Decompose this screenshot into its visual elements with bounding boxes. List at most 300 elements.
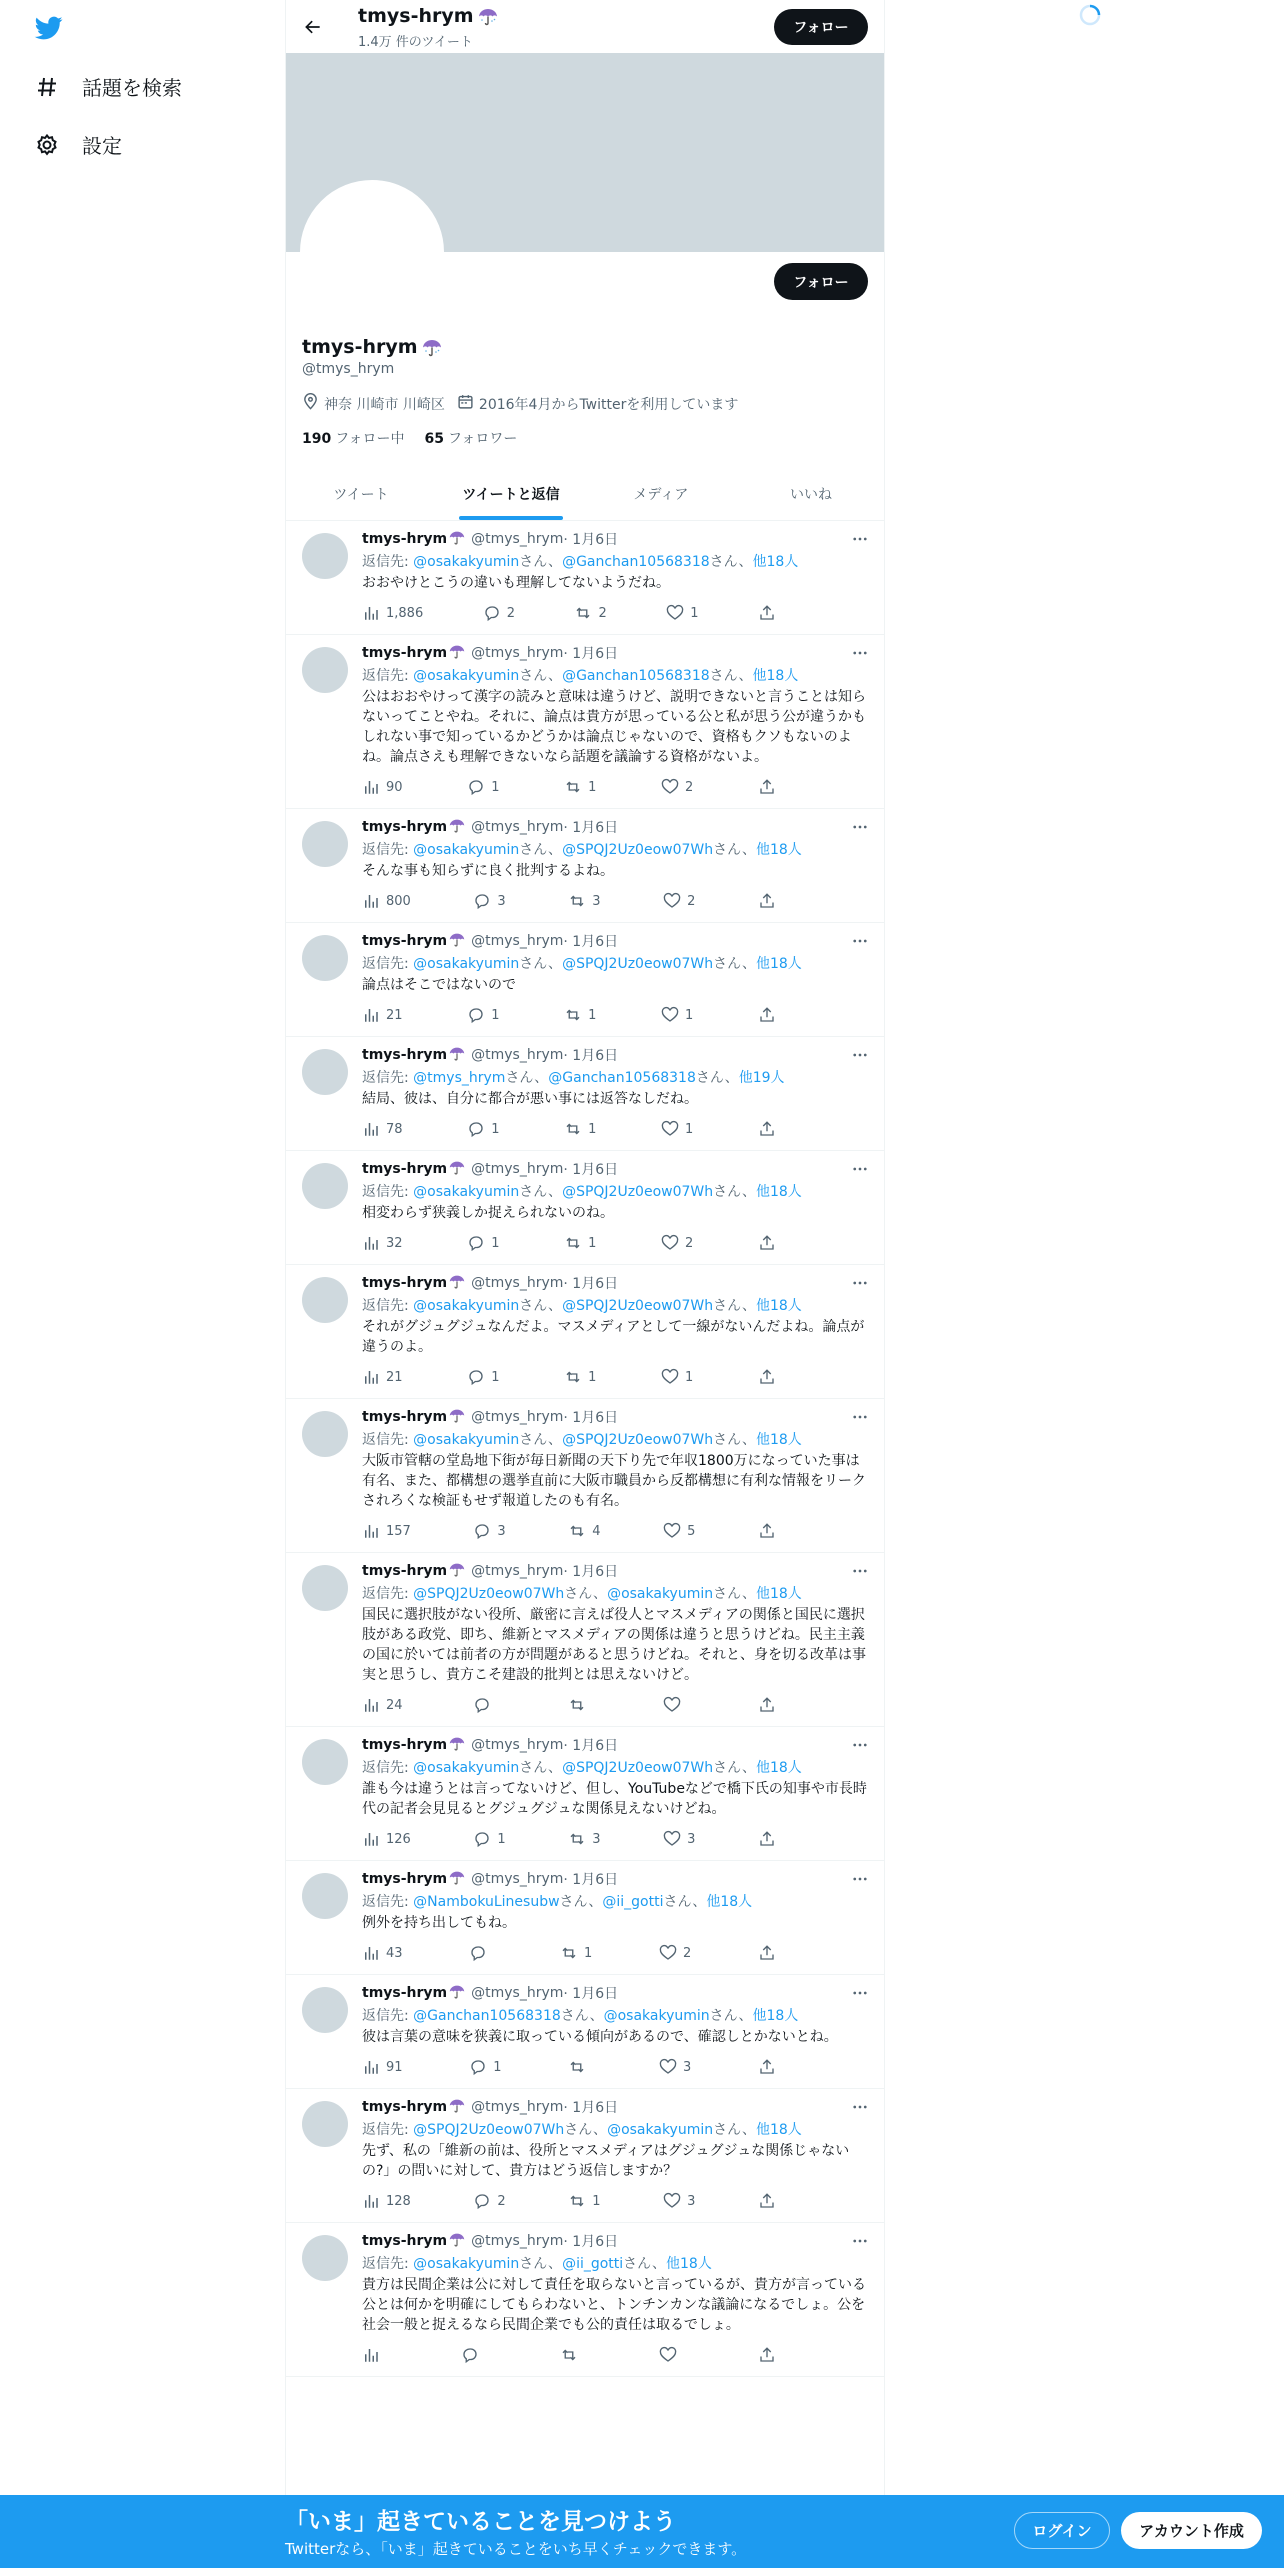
retweet-button[interactable]: 1 bbox=[568, 2192, 600, 2210]
tweet-actions bbox=[362, 2346, 782, 2364]
reply-icon bbox=[467, 1234, 485, 1252]
umbrella-emoji-icon bbox=[449, 1274, 467, 1292]
more-options-icon[interactable] bbox=[850, 529, 870, 549]
heart-icon bbox=[663, 892, 681, 910]
others-link[interactable]: 他18人 bbox=[755, 1298, 802, 1314]
reply-button[interactable] bbox=[461, 2346, 485, 2364]
tweet-author-handle[interactable]: @tmys_hrym bbox=[471, 1737, 564, 1753]
share-icon bbox=[758, 1368, 776, 1386]
share-button[interactable] bbox=[758, 2192, 782, 2210]
tweet-reply-to: 返信先: @osakakyuminさん、@SPQJ2Uz0eow07Whさん、他18人 bbox=[362, 1760, 802, 1776]
heart-icon bbox=[663, 1522, 681, 1540]
retweet-button[interactable]: 1 bbox=[560, 1944, 592, 1962]
tweet-actions bbox=[362, 1368, 782, 1386]
profile-stats bbox=[302, 428, 517, 448]
more-options-icon[interactable] bbox=[850, 1561, 870, 1581]
mention-link[interactable]: @osakakyumin bbox=[413, 1184, 520, 1200]
mention-link[interactable]: @Ganchan10568318 bbox=[562, 554, 710, 570]
tweet-date[interactable]: · 1月6日 bbox=[563, 646, 619, 662]
like-button[interactable]: 3 bbox=[663, 1830, 695, 1848]
like-button[interactable]: 1 bbox=[661, 1006, 693, 1024]
others-link[interactable]: 他18人 bbox=[755, 956, 802, 972]
mention-link[interactable]: @SPQJ2Uz0eow07Wh bbox=[562, 1298, 714, 1314]
tweet-header bbox=[362, 817, 870, 837]
others-link[interactable]: 他18人 bbox=[755, 1586, 802, 1602]
tweet[interactable] bbox=[286, 1861, 885, 1975]
tweet-actions bbox=[362, 2192, 782, 2210]
others-link[interactable]: 他18人 bbox=[755, 842, 802, 858]
reply-button[interactable]: 1 bbox=[473, 1830, 505, 1848]
tweet-date[interactable]: · 1月6日 bbox=[563, 1410, 619, 1426]
like-button[interactable]: 1 bbox=[666, 604, 698, 622]
others-link[interactable]: 他18人 bbox=[666, 2256, 712, 2272]
reply-icon bbox=[467, 1006, 485, 1024]
views-icon bbox=[362, 778, 380, 796]
umbrella-emoji-icon bbox=[449, 2232, 467, 2250]
reply-icon bbox=[473, 2192, 491, 2210]
retweet-icon bbox=[568, 892, 586, 910]
views-button[interactable]: 800 bbox=[362, 892, 411, 910]
retweet-button[interactable]: 2 bbox=[574, 604, 606, 622]
umbrella-emoji-icon bbox=[449, 1870, 467, 1888]
mention-link[interactable]: @Ganchan10568318 bbox=[413, 2008, 561, 2024]
reply-button[interactable]: 3 bbox=[473, 1522, 505, 1540]
tweet-author-handle[interactable]: @tmys_hrym bbox=[471, 933, 564, 949]
tweet-avatar[interactable] bbox=[302, 1411, 348, 1457]
tweet[interactable] bbox=[286, 923, 885, 1037]
others-link[interactable]: 他18人 bbox=[752, 668, 799, 684]
reply-button[interactable]: 1 bbox=[467, 1368, 499, 1386]
tweet-actions bbox=[362, 1830, 782, 1848]
tweet-date[interactable]: · 1月6日 bbox=[563, 1162, 619, 1178]
tweet-header bbox=[362, 1983, 870, 2003]
profile-tabs bbox=[286, 468, 885, 521]
tweet-actions bbox=[362, 2058, 782, 2076]
views-button[interactable]: 32 bbox=[362, 1234, 403, 1252]
tweet-avatar[interactable] bbox=[302, 647, 348, 693]
mention-link[interactable]: @osakakyumin bbox=[413, 1760, 520, 1776]
tweet-date[interactable]: · 1月6日 bbox=[563, 2234, 619, 2250]
twitter-logo-icon[interactable] bbox=[32, 14, 66, 42]
tweet-avatar[interactable] bbox=[302, 1873, 348, 1919]
share-button[interactable] bbox=[758, 1944, 782, 1962]
tweet-avatar[interactable] bbox=[302, 821, 348, 867]
more-options-icon[interactable] bbox=[850, 1045, 870, 1065]
tweet-actions bbox=[362, 1696, 782, 1714]
tweet-date[interactable]: · 1月6日 bbox=[563, 1276, 619, 1292]
login-button[interactable]: ログイン bbox=[1014, 2512, 1110, 2549]
tweet-author-handle[interactable]: @tmys_hrym bbox=[471, 1047, 564, 1063]
tweet-author-handle[interactable]: @tmys_hrym bbox=[471, 2099, 564, 2115]
tweet-text: 結局、彼は、自分に都合が悪い事には返答なしだね。 bbox=[362, 1091, 698, 1107]
tweet-actions bbox=[362, 892, 782, 910]
back-arrow-icon[interactable] bbox=[300, 14, 326, 40]
share-button[interactable] bbox=[758, 1522, 782, 1540]
views-button[interactable]: 43 bbox=[362, 1944, 403, 1962]
mention-link[interactable]: @Ganchan10568318 bbox=[548, 1070, 696, 1086]
tweet-reply-to: 返信先: @osakakyuminさん、@SPQJ2Uz0eow07Whさん、他18人 bbox=[362, 1298, 802, 1314]
tweet-avatar[interactable] bbox=[302, 1987, 348, 2033]
tweet[interactable] bbox=[286, 1975, 885, 2089]
share-button[interactable] bbox=[758, 2058, 782, 2076]
retweet-icon bbox=[568, 2192, 586, 2210]
mention-link[interactable]: @osakakyumin bbox=[413, 956, 520, 972]
profile-name: tmys-hrym bbox=[302, 336, 440, 358]
share-button[interactable] bbox=[758, 892, 782, 910]
like-button[interactable] bbox=[663, 1696, 687, 1714]
like-button[interactable]: 5 bbox=[663, 1522, 695, 1540]
tweet-header bbox=[362, 1273, 870, 1293]
share-button[interactable] bbox=[758, 1120, 782, 1138]
tweet-actions bbox=[362, 1006, 782, 1024]
more-options-icon[interactable] bbox=[850, 931, 870, 951]
tab-tweets-and-replies[interactable]: ツイートと返信 bbox=[436, 468, 586, 520]
views-button[interactable]: 24 bbox=[362, 1696, 403, 1714]
like-button[interactable]: 2 bbox=[663, 892, 695, 910]
tweet-author-name[interactable]: tmys-hrym bbox=[362, 1408, 467, 1426]
share-icon bbox=[758, 604, 776, 622]
reply-button[interactable]: 2 bbox=[483, 604, 515, 622]
mention-link[interactable]: @NambokuLinesubw bbox=[413, 1894, 560, 1910]
tweet-author-name[interactable]: tmys-hrym bbox=[362, 1274, 467, 1292]
others-link[interactable]: 他18人 bbox=[752, 2008, 799, 2024]
more-options-icon[interactable] bbox=[850, 1159, 870, 1179]
reply-button[interactable]: 1 bbox=[469, 2058, 501, 2076]
mention-link[interactable]: @osakakyumin bbox=[603, 2008, 710, 2024]
share-button[interactable] bbox=[758, 1830, 782, 1848]
tweet-author-handle[interactable]: @tmys_hrym bbox=[471, 1161, 564, 1177]
views-button[interactable]: 1,886 bbox=[362, 604, 423, 622]
tweet-author-name[interactable]: tmys-hrym bbox=[362, 1160, 467, 1178]
tweet-header bbox=[362, 2231, 870, 2251]
more-options-icon[interactable] bbox=[850, 2097, 870, 2117]
tweet-text: 相変わらず狭義しか捉えられないのね。 bbox=[362, 1205, 614, 1221]
tweet-date[interactable]: · 1月6日 bbox=[563, 1986, 619, 2002]
tweet-avatar[interactable] bbox=[302, 2101, 348, 2147]
retweet-button[interactable]: 1 bbox=[564, 1006, 596, 1024]
tweet-avatar[interactable] bbox=[302, 533, 348, 579]
tweet-date[interactable]: · 1月6日 bbox=[563, 1048, 619, 1064]
reply-icon bbox=[467, 1120, 485, 1138]
views-button[interactable]: 90 bbox=[362, 778, 403, 796]
reply-button[interactable]: 1 bbox=[467, 1234, 499, 1252]
mention-link[interactable]: @osakakyumin bbox=[607, 2122, 714, 2138]
tweet[interactable] bbox=[286, 1037, 885, 1151]
share-button[interactable] bbox=[758, 1234, 782, 1252]
tweet-reply-to: 返信先: @osakakyuminさん、@Ganchan10568318さん、他18人 bbox=[362, 554, 799, 570]
loading-spinner-icon bbox=[1078, 3, 1102, 27]
tweet-header bbox=[362, 2097, 870, 2117]
tweet[interactable] bbox=[286, 1151, 885, 1265]
tweet[interactable] bbox=[286, 1399, 885, 1553]
others-link[interactable]: 他18人 bbox=[755, 1432, 802, 1448]
mention-link[interactable]: @osakakyumin bbox=[607, 1586, 714, 1602]
tweet-date[interactable]: · 1月6日 bbox=[563, 1738, 619, 1754]
reply-button[interactable] bbox=[469, 1944, 493, 1962]
tweet-date[interactable]: · 1月6日 bbox=[563, 934, 619, 950]
retweet-button[interactable]: 3 bbox=[568, 892, 600, 910]
followers-link[interactable]: 65 フォロワー bbox=[424, 431, 518, 447]
tweet-timeline bbox=[286, 521, 885, 2377]
reply-button[interactable]: 1 bbox=[467, 778, 499, 796]
others-link[interactable]: 他18人 bbox=[755, 1184, 802, 1200]
tweet-date[interactable]: · 1月6日 bbox=[563, 1872, 619, 1888]
tweet-author-name[interactable]: tmys-hrym bbox=[362, 932, 467, 950]
reply-icon bbox=[461, 2346, 479, 2364]
retweet-button[interactable]: 1 bbox=[564, 1368, 596, 1386]
profile-follow-button[interactable]: フォロー bbox=[774, 263, 868, 300]
heart-icon bbox=[663, 2192, 681, 2210]
reply-icon bbox=[473, 892, 491, 910]
share-button[interactable] bbox=[758, 1006, 782, 1024]
reply-button[interactable]: 3 bbox=[473, 892, 505, 910]
views-button[interactable]: 21 bbox=[362, 1368, 403, 1386]
tweet[interactable] bbox=[286, 521, 885, 635]
profile-avatar[interactable] bbox=[300, 180, 444, 324]
tweet-header bbox=[362, 643, 870, 663]
share-icon bbox=[758, 2346, 776, 2364]
tweet-date[interactable]: · 1月6日 bbox=[563, 1564, 619, 1580]
tweet-author-name[interactable]: tmys-hrym bbox=[362, 2098, 467, 2116]
mention-link[interactable]: @SPQJ2Uz0eow07Wh bbox=[562, 956, 714, 972]
mention-link[interactable]: @osakakyumin bbox=[413, 842, 520, 858]
umbrella-emoji-icon bbox=[478, 7, 496, 25]
mention-link[interactable]: @osakakyumin bbox=[413, 554, 520, 570]
more-options-icon[interactable] bbox=[850, 1983, 870, 2003]
mention-link[interactable]: @tmys_hrym bbox=[413, 1070, 506, 1086]
views-icon bbox=[362, 1234, 380, 1252]
others-link[interactable]: 他19人 bbox=[738, 1070, 785, 1086]
tweet-actions bbox=[362, 1522, 782, 1540]
header-tweet-count: 1.4万 件のツイート bbox=[358, 35, 473, 50]
mention-link[interactable]: @osakakyumin bbox=[413, 1298, 520, 1314]
retweet-button[interactable]: 1 bbox=[564, 1120, 596, 1138]
mention-link[interactable]: @SPQJ2Uz0eow07Wh bbox=[562, 842, 714, 858]
nav-item-settings[interactable] bbox=[34, 130, 122, 159]
tweet-author-name[interactable]: tmys-hrym bbox=[362, 1736, 467, 1754]
retweet-icon bbox=[568, 2058, 586, 2076]
tweet-author-name[interactable]: tmys-hrym bbox=[362, 1870, 467, 1888]
tweet-header bbox=[362, 931, 870, 951]
retweet-button[interactable]: 3 bbox=[568, 1830, 600, 1848]
umbrella-emoji-icon bbox=[449, 1408, 467, 1426]
reply-button[interactable]: 2 bbox=[473, 2192, 505, 2210]
share-icon bbox=[758, 1120, 776, 1138]
reply-button[interactable]: 1 bbox=[467, 1120, 499, 1138]
others-link[interactable]: 他18人 bbox=[706, 1894, 753, 1910]
like-button[interactable]: 3 bbox=[663, 2192, 695, 2210]
tweet-author-name[interactable]: tmys-hrym bbox=[362, 2232, 467, 2250]
retweet-icon bbox=[568, 1830, 586, 1848]
heart-icon bbox=[661, 1368, 679, 1386]
tweet-header bbox=[362, 1407, 870, 1427]
tweet-author-name[interactable]: tmys-hrym bbox=[362, 530, 467, 548]
tweet-reply-to: 返信先: @osakakyuminさん、@SPQJ2Uz0eow07Whさん、他18人 bbox=[362, 956, 802, 972]
tweet-actions bbox=[362, 1234, 782, 1252]
tweet-text: そんな事も知らずに良く批判するよね。 bbox=[362, 863, 614, 879]
mention-link[interactable]: @SPQJ2Uz0eow07Wh bbox=[413, 2122, 565, 2138]
retweet-button[interactable]: 1 bbox=[564, 1234, 596, 1252]
views-icon bbox=[362, 2192, 380, 2210]
tweet-author-handle[interactable]: @tmys_hrym bbox=[471, 1563, 564, 1579]
tweet[interactable] bbox=[286, 809, 885, 923]
reply-icon bbox=[473, 1522, 491, 1540]
views-button[interactable]: 128 bbox=[362, 2192, 411, 2210]
tweet-author-name[interactable]: tmys-hrym bbox=[362, 644, 467, 662]
views-button[interactable] bbox=[362, 2346, 386, 2364]
retweet-icon bbox=[564, 1006, 582, 1024]
umbrella-emoji-icon bbox=[449, 530, 467, 548]
more-options-icon[interactable] bbox=[850, 1869, 870, 1889]
retweet-button[interactable] bbox=[568, 1696, 592, 1714]
reply-icon bbox=[473, 1830, 491, 1848]
following-link[interactable]: 190 フォロー中 bbox=[302, 431, 405, 447]
share-icon bbox=[758, 778, 776, 796]
retweet-icon bbox=[574, 604, 592, 622]
tweet[interactable] bbox=[286, 2223, 885, 2377]
mention-link[interactable]: @osakakyumin bbox=[413, 1432, 520, 1448]
share-button[interactable] bbox=[758, 604, 782, 622]
tab-likes[interactable]: いいね bbox=[790, 487, 832, 503]
share-button[interactable] bbox=[758, 1696, 782, 1714]
views-icon bbox=[362, 1368, 380, 1386]
more-options-icon[interactable] bbox=[850, 2231, 870, 2251]
views-button[interactable]: 157 bbox=[362, 1522, 411, 1540]
tweet-avatar[interactable] bbox=[302, 2235, 348, 2281]
tweet-author-handle[interactable]: @tmys_hrym bbox=[471, 819, 564, 835]
tweet-avatar[interactable] bbox=[302, 935, 348, 981]
tweet-text: 貴方は民間企業は公に対して責任を取らないと言っているが、貴方が言っている公とは何かを明確にしてもらわないと、トンチンカンな議論になるでしょ。公を社会一般と捉えるなら民間企業でも公的責任は取るでしょ。 bbox=[362, 2277, 866, 2333]
mention-link[interactable]: @osakakyumin bbox=[413, 668, 520, 684]
tweet-date[interactable]: · 1月6日 bbox=[563, 820, 619, 836]
tweet-avatar[interactable] bbox=[302, 1277, 348, 1323]
umbrella-emoji-icon bbox=[449, 1046, 467, 1064]
tweet-author-handle[interactable]: @tmys_hrym bbox=[471, 1409, 564, 1425]
views-icon bbox=[362, 1006, 380, 1024]
mention-link[interactable]: @Ganchan10568318 bbox=[562, 668, 710, 684]
heart-icon bbox=[661, 1120, 679, 1138]
tweet-author-handle[interactable]: @tmys_hrym bbox=[471, 1871, 564, 1887]
tweet-author-name[interactable]: tmys-hrym bbox=[362, 1984, 467, 2002]
mention-link[interactable]: @SPQJ2Uz0eow07Wh bbox=[562, 1760, 714, 1776]
tweet-author-handle[interactable]: @tmys_hrym bbox=[471, 2233, 564, 2249]
more-options-icon[interactable] bbox=[850, 643, 870, 663]
like-button[interactable]: 1 bbox=[661, 1120, 693, 1138]
tweet[interactable] bbox=[286, 635, 885, 809]
tweet-author-handle[interactable]: @tmys_hrym bbox=[471, 1985, 564, 2001]
tweet-author-name[interactable]: tmys-hrym bbox=[362, 1562, 467, 1580]
retweet-button[interactable]: 1 bbox=[564, 778, 596, 796]
reply-icon bbox=[469, 1944, 487, 1962]
header-follow-button[interactable]: フォロー bbox=[774, 9, 868, 45]
tweet[interactable] bbox=[286, 1265, 885, 1399]
reply-button[interactable]: 1 bbox=[467, 1006, 499, 1024]
share-button[interactable] bbox=[758, 778, 782, 796]
hashtag-icon bbox=[34, 74, 60, 100]
retweet-icon bbox=[568, 1522, 586, 1540]
umbrella-emoji-icon bbox=[449, 1984, 467, 2002]
tab-tweets[interactable]: ツイート bbox=[333, 487, 389, 503]
retweet-button[interactable] bbox=[568, 2058, 592, 2076]
more-options-icon[interactable] bbox=[850, 1273, 870, 1293]
views-button[interactable]: 126 bbox=[362, 1830, 411, 1848]
heart-icon bbox=[661, 1234, 679, 1252]
views-icon bbox=[362, 1696, 380, 1714]
umbrella-emoji-icon bbox=[449, 1562, 467, 1580]
like-button[interactable]: 1 bbox=[661, 1368, 693, 1386]
tweet[interactable] bbox=[286, 1553, 885, 1727]
tweet-author-handle[interactable]: @tmys_hrym bbox=[471, 1275, 564, 1291]
tweet-author-handle[interactable]: @tmys_hrym bbox=[471, 645, 564, 661]
umbrella-emoji-icon bbox=[449, 2098, 467, 2116]
tweet-author-name[interactable]: tmys-hrym bbox=[362, 1046, 467, 1064]
views-button[interactable]: 78 bbox=[362, 1120, 403, 1138]
like-button[interactable]: 3 bbox=[659, 2058, 691, 2076]
tweet[interactable] bbox=[286, 1727, 885, 1861]
like-button[interactable]: 2 bbox=[661, 778, 693, 796]
nav-item-explore[interactable] bbox=[34, 72, 182, 101]
tab-media[interactable]: メディア bbox=[633, 487, 689, 503]
tweet-text: 先ず、私の「維新の前は、役所とマスメディアはグジュグジュな関係じゃないの?」の問いに対して、貴方はどう返信しますか？ bbox=[362, 2143, 850, 2179]
retweet-icon bbox=[560, 1944, 578, 1962]
share-button[interactable] bbox=[758, 2346, 782, 2364]
mention-link[interactable]: @osakakyumin bbox=[413, 2256, 520, 2272]
gear-icon bbox=[34, 132, 60, 158]
like-button[interactable]: 2 bbox=[659, 1944, 691, 1962]
like-button[interactable] bbox=[659, 2346, 683, 2364]
tweet-header bbox=[362, 1045, 870, 1065]
signup-button[interactable]: アカウント作成 bbox=[1121, 2512, 1262, 2549]
reply-button[interactable] bbox=[473, 1696, 497, 1714]
tweet-date[interactable]: · 1月6日 bbox=[563, 532, 619, 548]
more-options-icon[interactable] bbox=[850, 1735, 870, 1755]
mention-link[interactable]: @ii_gotti bbox=[562, 2256, 624, 2272]
tweet[interactable] bbox=[286, 2089, 885, 2223]
tweet-header bbox=[362, 1735, 870, 1755]
heart-icon bbox=[659, 2346, 677, 2364]
tweet-date[interactable]: · 1月6日 bbox=[563, 2100, 619, 2116]
others-link[interactable]: 他18人 bbox=[752, 554, 799, 570]
views-button[interactable]: 21 bbox=[362, 1006, 403, 1024]
others-link[interactable]: 他18人 bbox=[755, 2122, 802, 2138]
tweet-reply-to: 返信先: @osakakyuminさん、@Ganchan10568318さん、他18人 bbox=[362, 668, 799, 684]
more-options-icon[interactable] bbox=[850, 1407, 870, 1427]
tweet-avatar[interactable] bbox=[302, 1565, 348, 1611]
others-link[interactable]: 他18人 bbox=[755, 1760, 802, 1776]
views-button[interactable]: 91 bbox=[362, 2058, 403, 2076]
share-button[interactable] bbox=[758, 1368, 782, 1386]
tweet-author-name[interactable]: tmys-hrym bbox=[362, 818, 467, 836]
tweet-avatar[interactable] bbox=[302, 1049, 348, 1095]
more-options-icon[interactable] bbox=[850, 817, 870, 837]
tweet-avatar[interactable] bbox=[302, 1163, 348, 1209]
profile-meta bbox=[302, 393, 750, 414]
tweet-author-handle[interactable]: @tmys_hrym bbox=[471, 531, 564, 547]
share-icon bbox=[758, 1522, 776, 1540]
mention-link[interactable]: @SPQJ2Uz0eow07Wh bbox=[562, 1184, 714, 1200]
mention-link[interactable]: @ii_gotti bbox=[602, 1894, 664, 1910]
like-button[interactable]: 2 bbox=[661, 1234, 693, 1252]
heart-icon bbox=[659, 2058, 677, 2076]
retweet-button[interactable]: 4 bbox=[568, 1522, 600, 1540]
umbrella-emoji-icon bbox=[449, 932, 467, 950]
retweet-button[interactable] bbox=[560, 2346, 584, 2364]
tweet-avatar[interactable] bbox=[302, 1739, 348, 1785]
tweet-reply-to: 返信先: @osakakyuminさん、@SPQJ2Uz0eow07Whさん、他18人 bbox=[362, 1432, 802, 1448]
mention-link[interactable]: @SPQJ2Uz0eow07Wh bbox=[413, 1586, 565, 1602]
mention-link[interactable]: @SPQJ2Uz0eow07Wh bbox=[562, 1432, 714, 1448]
signup-banner-title: 「いま」起きていることを見つけよう bbox=[285, 2509, 676, 2535]
